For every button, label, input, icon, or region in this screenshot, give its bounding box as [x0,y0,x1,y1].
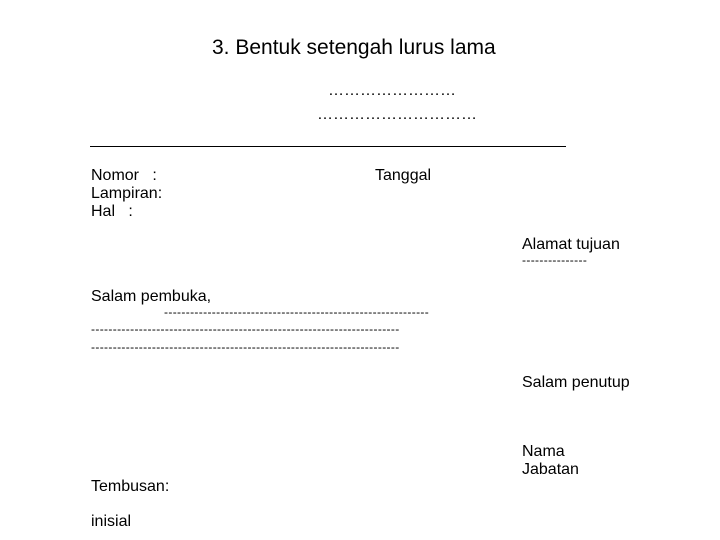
body-dash-line-3: ----------------------------------------------------------------------- [91,340,400,354]
alamat-tujuan-placeholder: --------------- [522,253,588,267]
header-divider [90,146,566,147]
tanggal-label: Tanggal [375,167,432,184]
document-title: 3. Bentuk setengah lurus lama [212,36,496,59]
inisial-label: inisial [91,513,132,530]
salam-pembuka: Salam pembuka, [91,288,212,305]
nomor-label: Nomor : [91,167,157,184]
lampiran-label: Lampiran: [91,185,163,202]
placeholder-line-1: …………………… [328,82,456,99]
body-dash-line-1: ------------------------------------------------------------- [164,305,430,319]
tembusan-label: Tembusan: [91,478,170,495]
salam-penutup: Salam penutup [522,374,630,391]
placeholder-line-2: ………………………… [317,106,477,123]
nama-label: Nama [522,443,565,460]
body-dash-line-2: ----------------------------------------------------------------------- [91,322,400,336]
alamat-tujuan-label: Alamat tujuan [522,236,620,253]
jabatan-label: Jabatan [522,461,579,478]
hal-label: Hal : [91,203,133,220]
